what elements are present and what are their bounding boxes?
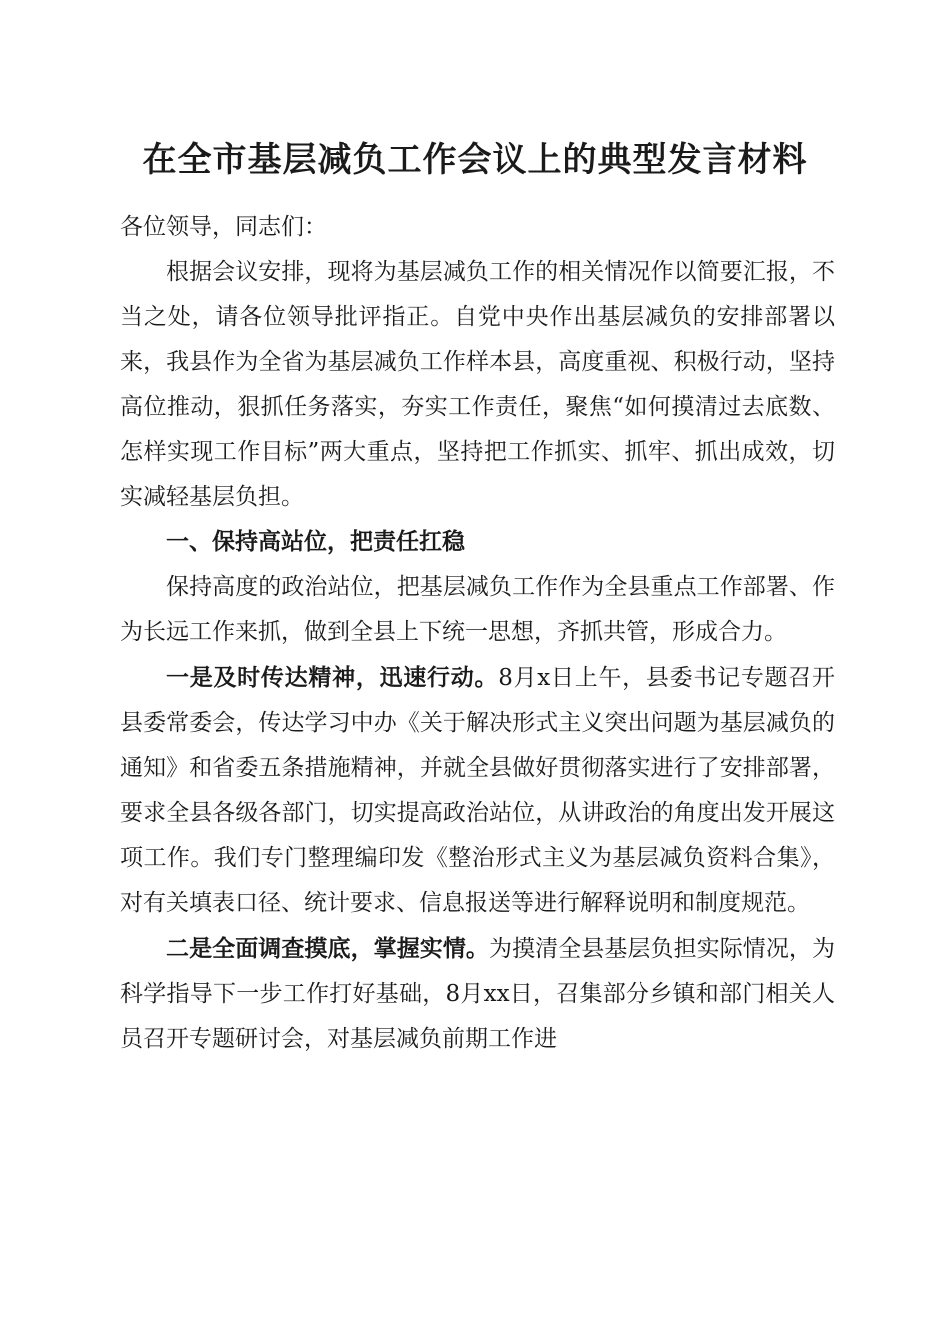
intro-paragraph: 根据会议安排，现将为基层减负工作的相关情况作以简要汇报，不当之处，请各位领导批评指正。自党中央作出基层减负的安排部署以来，我县作为全省为基层减负工作样本县，高度重视、积极行动，坚持高位推动，狠抓任务落实，夯实工作责任，聚焦“如何摸清过去底数、怎样实现工作目标”两大重点，坚持把工作抓实、抓牢、抓出成效，切实减轻基层负担。 [120, 259, 835, 510]
point-lead-2: 二是全面调查摸底，掌握实情。 [166, 935, 489, 962]
point-lead-1: 一是及时传达精神，迅速行动。 [166, 664, 499, 691]
point-text-1: 8月x日上午，县委书记专题召开县委常委会，传达学习中办《关于解决形式主义突出问题为基层减负的通知》和省委五条措施精神，并就全县做好贯彻落实进行了安排部署，要求全县各级各部门，切实提高政治站位，从讲政治的角度出发开展这项工作。我们专门整理编印发《整治形式主义为基层减负资料合集》，对有关填表口径、统计要求、信息报送等进行解释说明和制度规范。 [120, 665, 836, 916]
document-body [120, 205, 835, 1062]
salutation: 各位领导，同志们： [120, 214, 327, 240]
document-title: 在全市基层减负工作会议上的典型发言材料 [142, 140, 808, 180]
section-paragraph: 保持高度的政治站位，把基层减负工作作为全县重点工作部署、作为长远工作来抓，做到全县上下统一思想，齐抓共管，形成合力。 [120, 574, 835, 645]
point-text-2: 为摸清全县基层负担实际情况，为科学指导下一步工作打好基础，8月xx日，召集部分乡镇和部门相关人员召开专题研讨会，对基层减负前期工作进 [120, 936, 836, 1052]
point-paragraph-1 [120, 655, 835, 926]
point-paragraph-2 [120, 926, 835, 1062]
section-heading: 一、保持高站位，把责任扛稳 [166, 529, 465, 555]
